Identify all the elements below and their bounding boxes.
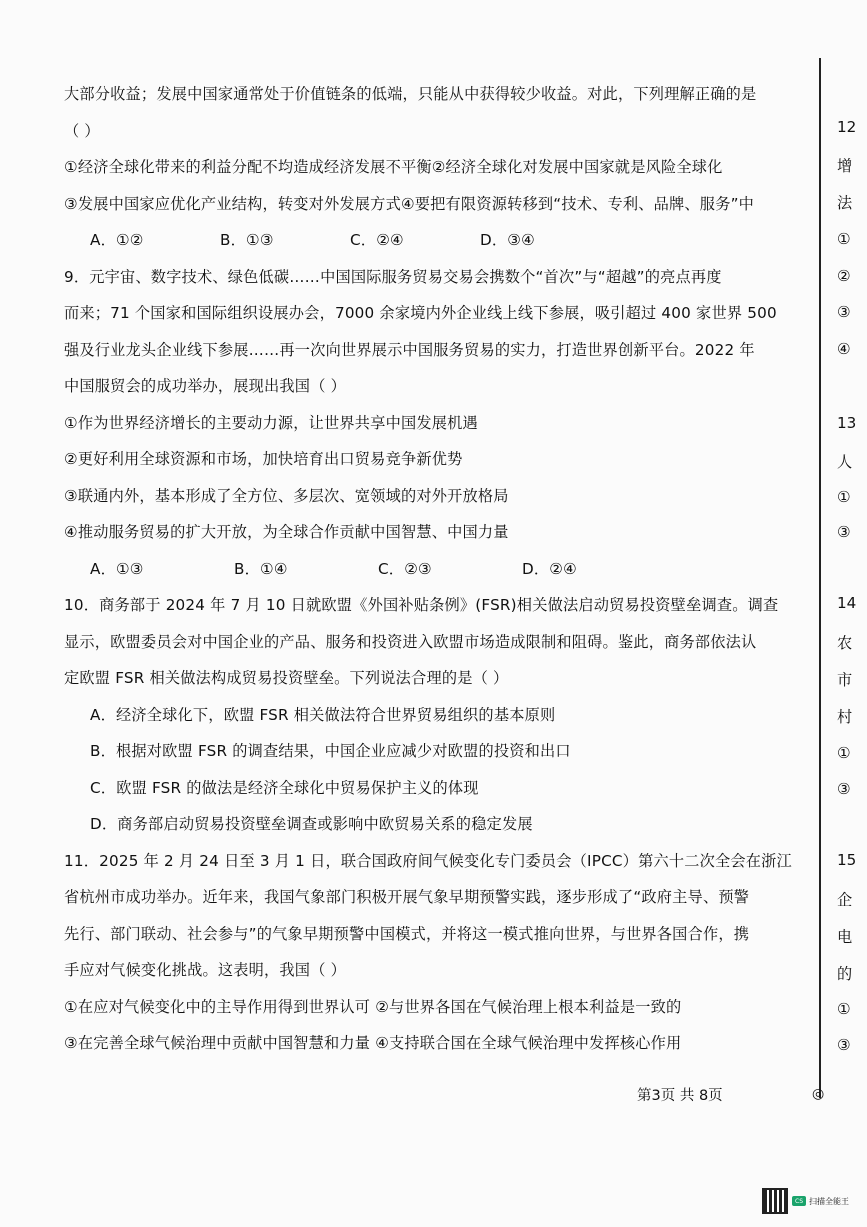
rc-char: 法 — [837, 194, 853, 212]
scanner-watermark — [762, 1182, 862, 1220]
q11-stem-line-4: 手应对气候变化挑战。这表明，我国（ ） — [64, 961, 347, 979]
rc-char: 企 — [837, 891, 853, 909]
q10-stem-line-3: 定欧盟 FSR 相关做法构成贸易投资壁垒。下列说法合理的是（ ） — [64, 669, 509, 687]
q11-stem-line-2: 省杭州市成功举办。近年来，我国气象部门积极开展气象早期预警实践，逐步形成了“政府主导、预警 — [64, 888, 750, 906]
rc-char: ① — [837, 1000, 851, 1018]
q9-statement-3: ③联通内外，基本形成了全方位、多层次、宽领域的对外开放格局 — [64, 486, 509, 505]
rc-char: ① — [837, 744, 851, 762]
q10-option-c[interactable]: C．欧盟 FSR 的做法是经济全球化中贸易保护主义的体现 — [90, 778, 479, 797]
q9-statement-2: ②更好利用全球资源和市场，加快培育出口贸易竞争新优势 — [64, 450, 463, 468]
q9-stem-line-1: 9．元宇宙、数字技术、绿色低碳……中国国际服务贸易交易会携数个“首次”与“超越”的亮点再度 — [64, 267, 722, 286]
rc-char: 的 — [837, 965, 853, 983]
qr-code-icon — [762, 1188, 788, 1214]
rc-char: ① — [837, 230, 851, 248]
rc-q14-number: 14 — [837, 594, 857, 612]
rc-char: 电 — [837, 928, 853, 946]
q8-statements-line-1: ①经济全球化带来的利益分配不均造成经济发展不平衡②经济全球化对发展中国家就是风险全球化 — [64, 158, 723, 176]
q10-stem-line-1: 10．商务部于 2024 年 7 月 10 日就欧盟《外国补贴条例》(FSR)相关做法启动贸易投资壁垒调查。调查 — [64, 596, 779, 614]
q9-statement-4: ④推动服务贸易的扩大开放，为全球合作贡献中国智慧、中国力量 — [64, 523, 509, 541]
rc-char: ③ — [837, 780, 851, 798]
rc-char: ② — [837, 267, 851, 285]
q8-option-b[interactable]: B．①③ — [220, 231, 274, 249]
scanner-brand-name: 扫描全能王 — [809, 1196, 849, 1206]
scanner-brand — [792, 1196, 849, 1207]
question-column — [64, 76, 814, 1062]
rc-q15-number: 15 — [837, 851, 857, 869]
q11-stem-line-1: 11．2025 年 2 月 24 日至 3 月 1 日，联合国政府间气候变化专门委员会（IPCC）第六十二次全会在浙江 — [64, 851, 792, 870]
rc-q13-number: 13 — [837, 414, 857, 432]
column-divider — [819, 58, 821, 1098]
q9-option-c[interactable]: C．②③ — [378, 559, 432, 578]
rc-char: ④ — [837, 340, 851, 358]
q8-options — [64, 222, 814, 259]
q11-statements-line-2: ③在完善全球气候治理中贡献中国智慧和力量 ④支持联合国在全球气候治理中发挥核心作用 — [64, 1034, 682, 1052]
q9-option-b[interactable]: B．①④ — [234, 559, 288, 578]
rc-char: ③ — [837, 1036, 851, 1054]
q9-options — [64, 551, 814, 588]
rc-char: ③ — [837, 303, 851, 321]
q9-stem-line-3: 强及行业龙头企业线下参展……再一次向世界展示中国服务贸易的实力，打造世界创新平台。2022 年 — [64, 340, 755, 359]
rc-char: 人 — [837, 453, 853, 471]
rc-q12-number: 12 — [837, 118, 857, 136]
q8-option-a[interactable]: A．①② — [90, 231, 144, 249]
next-column-cropped — [831, 0, 867, 1227]
q9-stem-line-4: 中国服贸会的成功举办，展现出我国（ ） — [64, 377, 347, 395]
q8-stem-end: 大部分收益；发展中国家通常处于价值链条的低端，只能从中获得较少收益。对此，下列理解正确的是 — [64, 85, 757, 103]
binding-circle-icon: ◎ — [812, 1086, 825, 1102]
rc-char: ① — [837, 488, 851, 506]
rc-char: 市 — [837, 671, 853, 689]
q8-statements-line-2: ③发展中国家应优化产业结构，转变对外发展方式④要把有限资源转移到“技术、专利、品牌、服务”中 — [64, 194, 755, 213]
q10-stem-line-2: 显示，欧盟委员会对中国企业的产品、服务和投资进入欧盟市场造成限制和阻碍。鉴此，商务部依法认 — [64, 632, 757, 651]
rc-char: 村 — [837, 708, 853, 726]
q11-stem-line-3: 先行、部门联动、社会参与”的气象早期预警中国模式，并将这一模式推向世界，与世界各国合作，携 — [64, 924, 750, 943]
q8-option-c[interactable]: C．②④ — [350, 231, 404, 249]
q9-stem-line-2: 而来；71 个国家和国际组织设展办会，7000 余家境内外企业线上线下参展，吸引超过 400 家世界 500 — [64, 304, 777, 322]
rc-char: 农 — [837, 634, 853, 652]
q9-option-a[interactable]: A．①③ — [90, 559, 144, 578]
q10-option-d[interactable]: D．商务部启动贸易投资壁垒调查或影响中欧贸易关系的稳定发展 — [90, 815, 533, 833]
q11-statements-line-1: ①在应对气候变化中的主导作用得到世界认可 ②与世界各国在气候治理上根本利益是一致的 — [64, 997, 682, 1016]
q8-option-d[interactable]: D．③④ — [480, 231, 535, 249]
rc-char: ③ — [837, 523, 851, 541]
q9-statement-1: ①作为世界经济增长的主要动力源，让世界共享中国发展机遇 — [64, 413, 478, 432]
q10-option-b[interactable]: B．根据对欧盟 FSR 的调查结果，中国企业应减少对欧盟的投资和出口 — [90, 742, 571, 760]
q8-answer-paren: （ ） — [64, 121, 100, 140]
rc-char: 增 — [837, 157, 853, 175]
page-number: 第3页 共 8页 — [637, 1088, 723, 1104]
cs-logo-icon: CS — [792, 1196, 806, 1206]
q9-option-d[interactable]: D．②④ — [522, 559, 577, 578]
q10-option-a[interactable]: A．经济全球化下，欧盟 FSR 相关做法符合世界贸易组织的基本原则 — [90, 705, 556, 724]
